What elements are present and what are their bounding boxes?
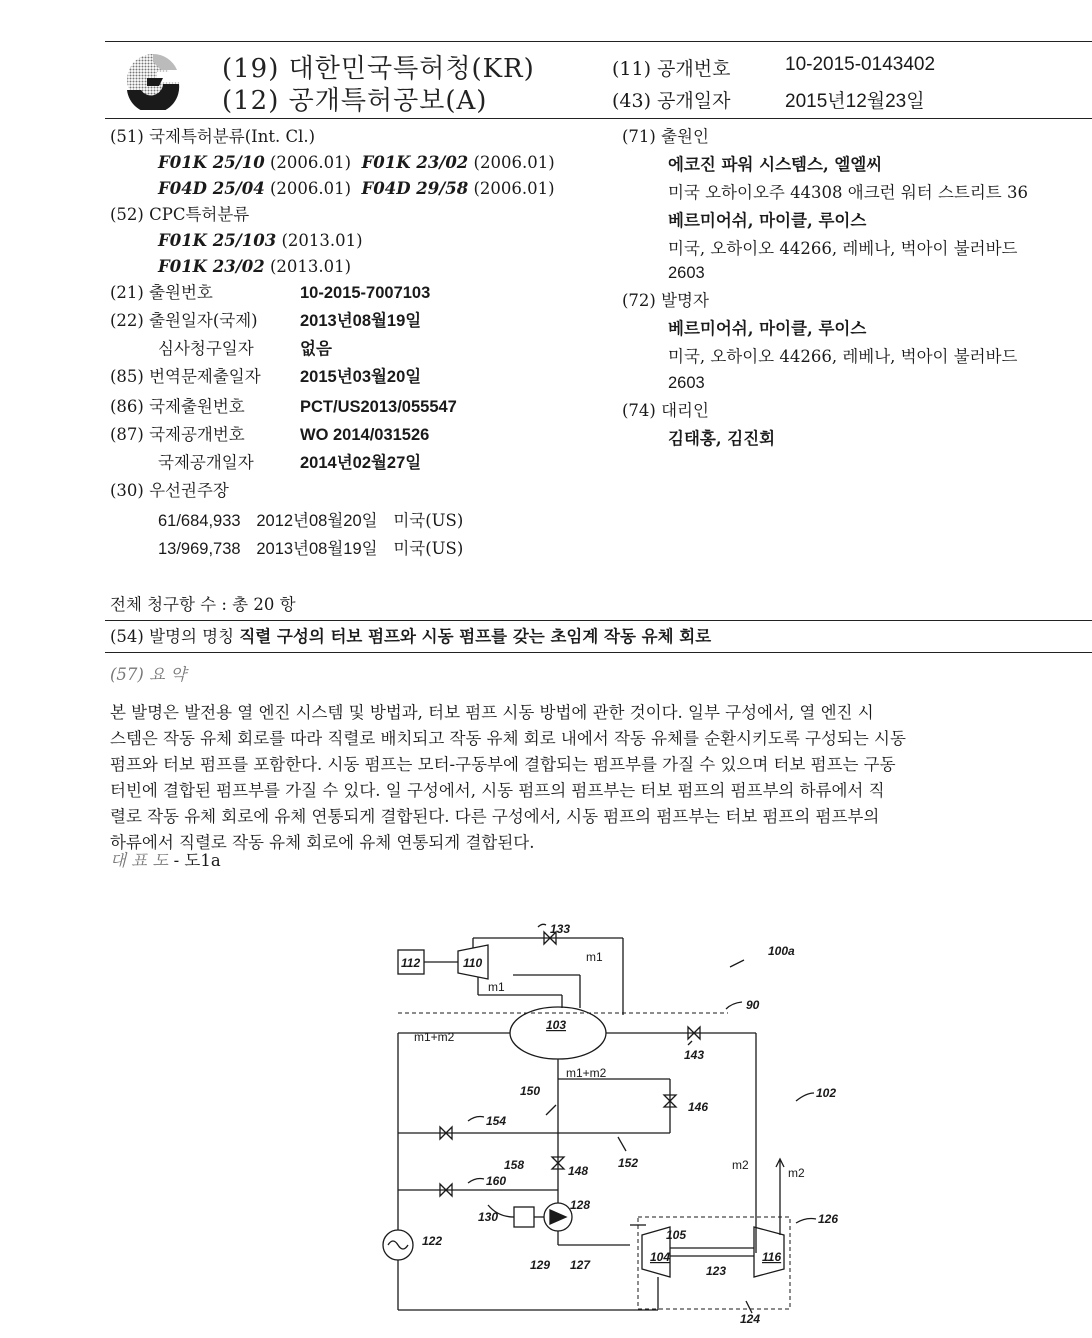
claims-count: 전체 청구항 수 : 총 20 항 [110, 595, 296, 614]
field-intl-pub: WO 2014/031526 [300, 426, 430, 444]
title-rule-bottom [105, 652, 1092, 653]
ipc-code: F01K 25/10 [158, 153, 265, 172]
label-146: 146 [688, 1100, 709, 1114]
label-160: 160 [486, 1174, 507, 1188]
ipc-code: F04D 29/58 [361, 179, 469, 198]
label-112: 112 [401, 956, 421, 970]
inventor-label: (72) 발명자 [622, 291, 709, 310]
label-127: 127 [570, 1258, 591, 1272]
label-124: 124 [740, 1312, 761, 1326]
label-129: 129 [530, 1258, 551, 1272]
ipc-code: F01K 23/02 [361, 153, 469, 172]
flow-m2-right: m2 [788, 1166, 805, 1180]
representative-figure [110, 850, 221, 872]
flow-m2-left: m2 [732, 1158, 749, 1172]
field-exam-label: 심사청구일자 [158, 339, 254, 358]
label-158: 158 [504, 1158, 525, 1172]
field-intl-pub-label: (87) 국제공개번호 [110, 425, 245, 444]
field-app-date-label: (22) 출원일자(국제) [110, 311, 258, 330]
ipc-row-2 [158, 178, 555, 200]
invention-title-row [110, 626, 711, 648]
pub-date: 2015년12월23일 [785, 91, 925, 112]
label-154: 154 [486, 1114, 507, 1128]
abstract-line: 펌프와 터보 펌프를 포함한다. 시동 펌프는 모터-구동부에 결합되는 펌프부를 가질 수 있으며 터보 펌프는 구동 [110, 755, 896, 774]
applicant-1-address: 미국 오하이오주 44308 애크런 워터 스트리트 36 [668, 183, 1028, 202]
priority-label: (30) 우선권주장 [110, 481, 229, 500]
title-rule-top [105, 620, 1092, 621]
kipo-logo [117, 50, 189, 110]
field-intl-pub-date: 2014년02월27일 [300, 454, 422, 472]
abstract-line: 하류에서 직렬로 작동 유체 회로에 유체 연통되게 결합된다. [110, 833, 535, 852]
label-90: 90 [746, 998, 760, 1012]
field-intl-pub-date-label: 국제공개일자 [158, 453, 254, 472]
priority-row-1 [158, 510, 463, 532]
flow-m1m2-left: m1+m2 [414, 1030, 455, 1044]
field-trans: 2015년03월20일 [300, 368, 422, 386]
rep-fig-label: 대 표 도 [110, 851, 169, 870]
flow-m1-mid: m1 [488, 980, 505, 994]
ipc-version: (2006.01) [473, 179, 555, 198]
priority-no: 61/684,933 [158, 512, 241, 530]
cpc-row-1 [158, 230, 363, 252]
label-130: 130 [478, 1210, 499, 1224]
agent: 김태홍, 김진회 [668, 429, 776, 448]
label-102: 102 [816, 1086, 837, 1100]
rep-fig-ref: - 도1a [173, 851, 221, 870]
ipc-label: (51) 국제특허분류(Int. Cl.) [110, 127, 316, 146]
header-rule-bottom [105, 118, 1092, 119]
ipc-code: F04D 25/04 [158, 179, 265, 198]
abstract-line: 스템은 작동 유체 회로를 따라 직렬로 배치되고 작동 유체 회로 내에서 작동 유체를 순환시키도록 구성되는 시동 [110, 729, 906, 748]
field-intl-app: PCT/US2013/055547 [300, 398, 457, 416]
abstract-line: 터빈에 결합된 펌프부를 가질 수 있다. 일 구성에서, 시동 펌프의 펌프부는 터보 펌프의 펌프부의 하류에서 직 [110, 781, 885, 800]
cpc-version: (2013.01) [281, 231, 363, 250]
applicant-2: 베르미어쉬, 마이클, 루이스 [668, 211, 867, 230]
cpc-code: F01K 25/103 [158, 231, 277, 250]
applicant-2-address-2: 2603 [668, 264, 705, 282]
label-104: 104 [650, 1250, 671, 1264]
label-148: 148 [568, 1164, 589, 1178]
label-123: 123 [706, 1264, 727, 1278]
abstract-label: (57) 요 약 [110, 665, 187, 684]
priority-date: 2013년08월19일 [256, 540, 378, 558]
field-exam: 없음 [300, 339, 332, 358]
agent-label: (74) 대리인 [622, 401, 709, 420]
cpc-label: (52) CPC특허분류 [110, 205, 250, 224]
field-app-date: 2013년08월19일 [300, 312, 422, 330]
priority-no: 13/969,738 [158, 540, 241, 558]
label-126: 126 [818, 1212, 839, 1226]
header-pub-type: (12) 공개특허공보(A) [222, 86, 488, 116]
priority-date: 2012년08월20일 [256, 512, 378, 530]
label-100a: 100a [768, 944, 795, 958]
figure-1a [370, 905, 870, 1330]
applicant-2-address-1: 미국, 오하이오 44266, 레베나, 벅아이 불러바드 [668, 239, 1018, 258]
field-app-no: 10-2015-7007103 [300, 284, 431, 302]
vessel-103 [510, 1007, 606, 1059]
pub-date-label: (43) 공개일자 [612, 90, 731, 112]
abstract-line: 렬로 작동 유체 회로에 유체 연통되게 결합된다. 다른 구성에서, 시동 펌프의 펌프부는 터보 펌프의 펌프부의 [110, 807, 880, 826]
abstract-line: 본 발명은 발전용 열 엔진 시스템 및 방법과, 터보 펌프 시동 방법에 관한 것이다. 일부 구성에서, 열 엔진 시 [110, 703, 874, 722]
ipc-version: (2006.01) [473, 153, 555, 172]
flow-m1-top: m1 [586, 950, 603, 964]
field-trans-label: (85) 번역문제출일자 [110, 367, 261, 386]
label-133: 133 [550, 922, 571, 936]
ipc-version: (2006.01) [269, 179, 352, 198]
label-150: 150 [520, 1084, 541, 1098]
applicant-1: 에코진 파워 시스템스, 엘엘씨 [668, 155, 883, 174]
field-intl-app-label: (86) 국제출원번호 [110, 397, 245, 416]
cpc-row-2 [158, 256, 351, 278]
ipc-version: (2006.01) [269, 153, 352, 172]
invention-title-label: (54) 발명의 명칭 [110, 627, 235, 646]
label-128: 128 [570, 1198, 591, 1212]
label-105: 105 [666, 1228, 687, 1242]
kipo-logo-icon [117, 50, 189, 110]
header-kipo: (19) 대한민국특허청(KR) [222, 54, 535, 84]
label-103: 103 [546, 1018, 567, 1032]
inventor-address-1: 미국, 오하이오 44266, 레베나, 벅아이 불러바드 [668, 347, 1018, 366]
ipc-row-1 [158, 152, 555, 174]
abstract-body [110, 700, 906, 856]
label-143: 143 [684, 1048, 705, 1062]
label-116: 116 [762, 1250, 782, 1264]
label-122: 122 [422, 1234, 443, 1248]
pub-no: 10-2015-0143402 [785, 54, 936, 75]
priority-country: 미국(US) [393, 511, 464, 530]
applicant-label: (71) 출원인 [622, 127, 709, 146]
field-app-no-label: (21) 출원번호 [110, 283, 213, 302]
label-152: 152 [618, 1156, 639, 1170]
label-110: 110 [463, 956, 483, 970]
header-rule-top [105, 41, 1092, 42]
motor-130 [514, 1207, 534, 1227]
invention-title: 직렬 구성의 터보 펌프와 시동 펌프를 갖는 초임계 작동 유체 회로 [239, 627, 712, 646]
inventor: 베르미어쉬, 마이클, 루이스 [668, 319, 867, 338]
cpc-code: F01K 23/02 [158, 257, 265, 276]
flow-m1m2-center: m1+m2 [566, 1066, 607, 1080]
inventor-address-2: 2603 [668, 374, 705, 392]
priority-country: 미국(US) [393, 539, 464, 558]
priority-row-2 [158, 538, 463, 560]
cpc-version: (2013.01) [269, 257, 352, 276]
pub-no-label: (11) 공개번호 [612, 58, 731, 80]
